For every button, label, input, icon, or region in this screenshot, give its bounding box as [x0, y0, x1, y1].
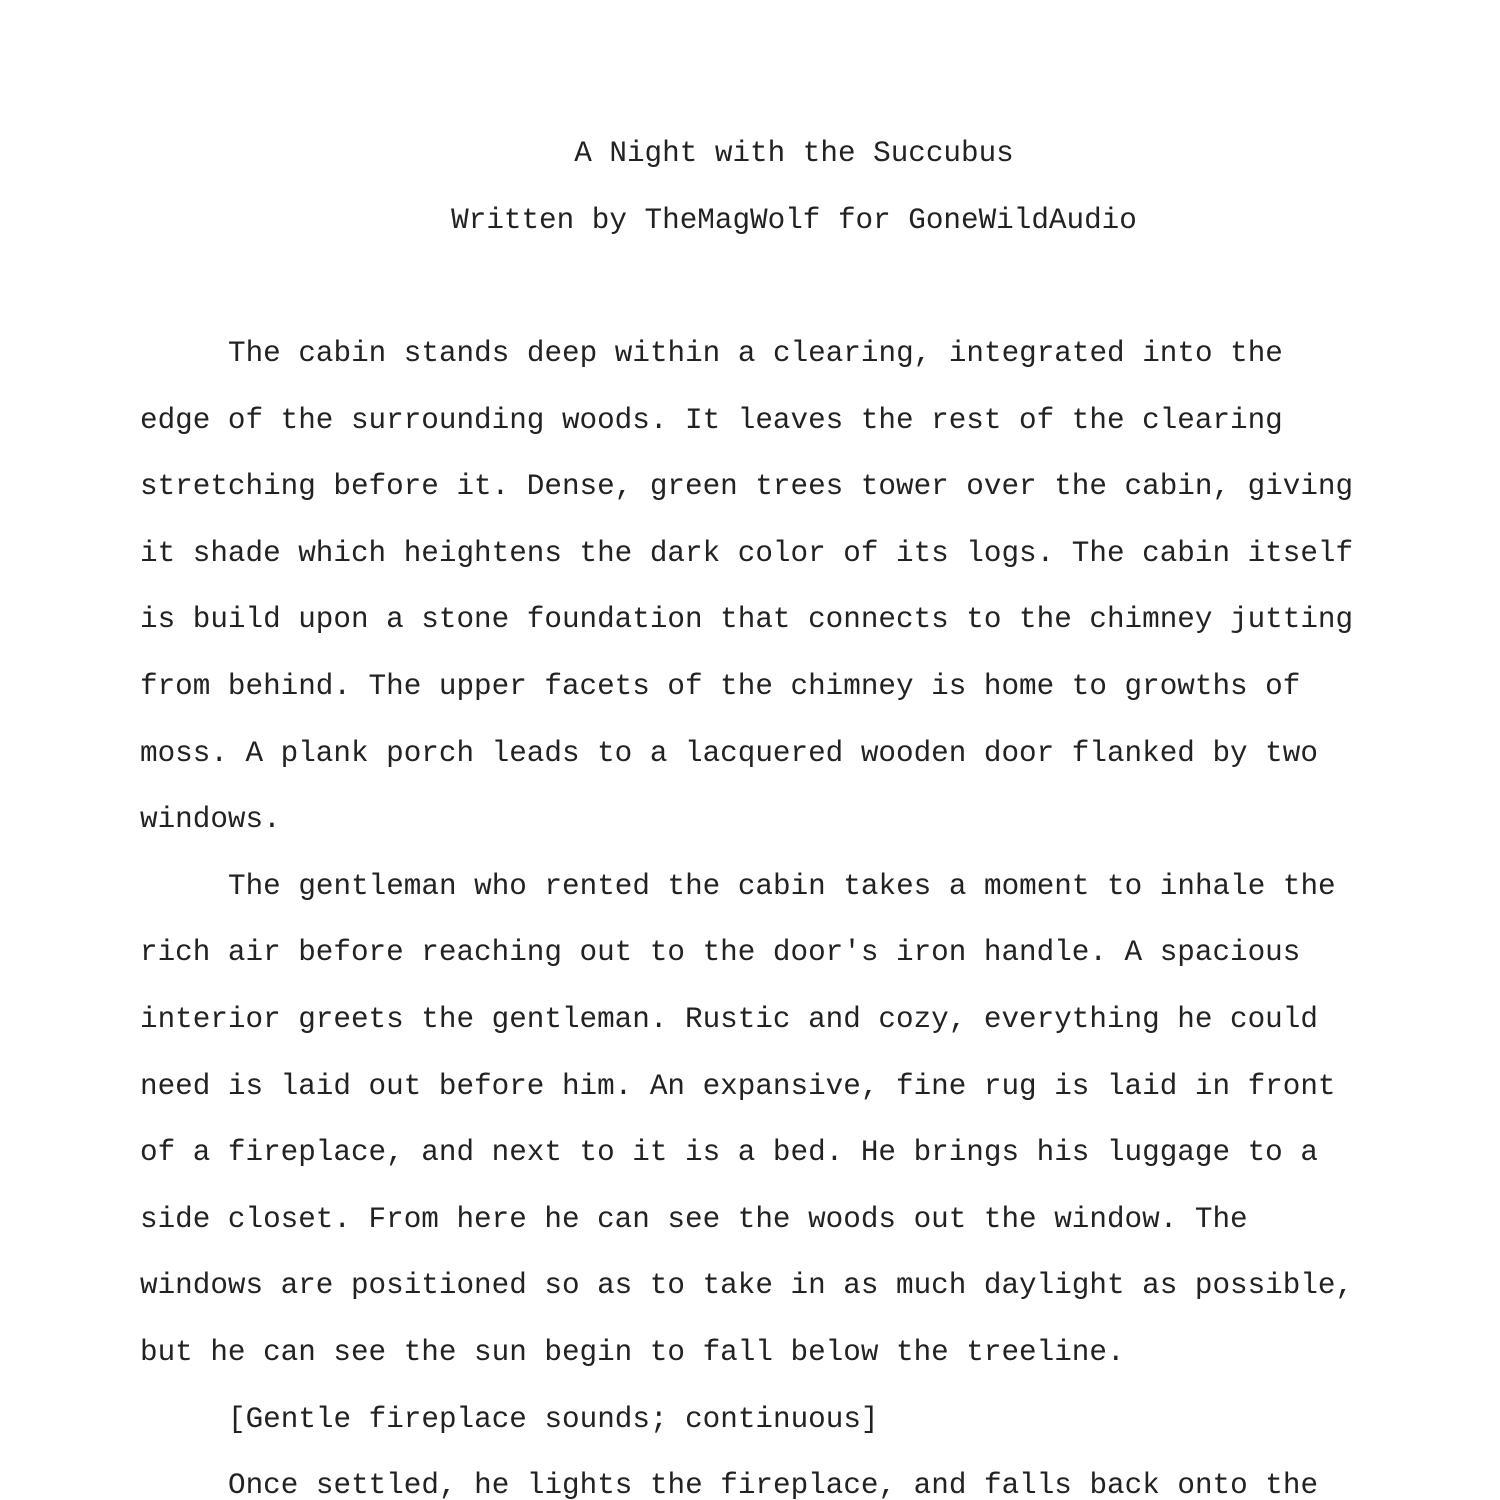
paragraph [140, 854, 1370, 1387]
text-line: rich air before reaching out to the door's iron handle. A spacious [140, 936, 1301, 970]
title-block [0, 121, 1500, 254]
text-line: but he can see the sun begin to fall below the treeline. [140, 1335, 1125, 1369]
document-title: A Night with the Succubus [574, 137, 1014, 170]
text-line: windows are positioned so as to take in as much daylight as possible, [140, 1269, 1354, 1303]
text-line: moss. A plank porch leads to a lacquered wooden door flanked by two [140, 736, 1318, 770]
stage-direction [140, 1387, 1370, 1454]
text-line: it shade which heightens the dark color of its logs. The cabin itself [140, 536, 1354, 570]
document-byline: Written by TheMagWolf for GoneWildAudio [451, 203, 1137, 237]
text-line: interior greets the gentleman. Rustic and cozy, everything he could [140, 1002, 1318, 1036]
text-line: is build upon a stone foundation that connects to the chimney jutting [140, 603, 1354, 637]
text-line: of a fireplace, and next to it is a bed. He brings his luggage to a [140, 1136, 1318, 1170]
text-line: from behind. The upper facets of the chimney is home to growths of [140, 669, 1301, 703]
text-line: [Gentle fireplace sounds; continuous] [228, 1402, 879, 1436]
text-line: side closet. From here he can see the woods out the window. The [140, 1202, 1248, 1236]
text-line: windows. [140, 803, 281, 837]
text-line: stretching before it. Dense, green trees tower over the cabin, giving [140, 470, 1354, 504]
text-line: edge of the surrounding woods. It leaves the rest of the clearing [140, 403, 1283, 437]
document-body [140, 321, 1370, 1500]
text-line: need is laid out before him. An expansive, fine rug is laid in front [140, 1069, 1336, 1103]
text-line: The gentleman who rented the cabin takes a moment to inhale the [228, 869, 1336, 903]
text-line: The cabin stands deep within a clearing, integrated into the [228, 337, 1283, 370]
paragraph [140, 1453, 1370, 1500]
paragraph [140, 321, 1370, 854]
text-line: Once settled, he lights the fireplace, and falls back onto the [228, 1469, 1319, 1500]
